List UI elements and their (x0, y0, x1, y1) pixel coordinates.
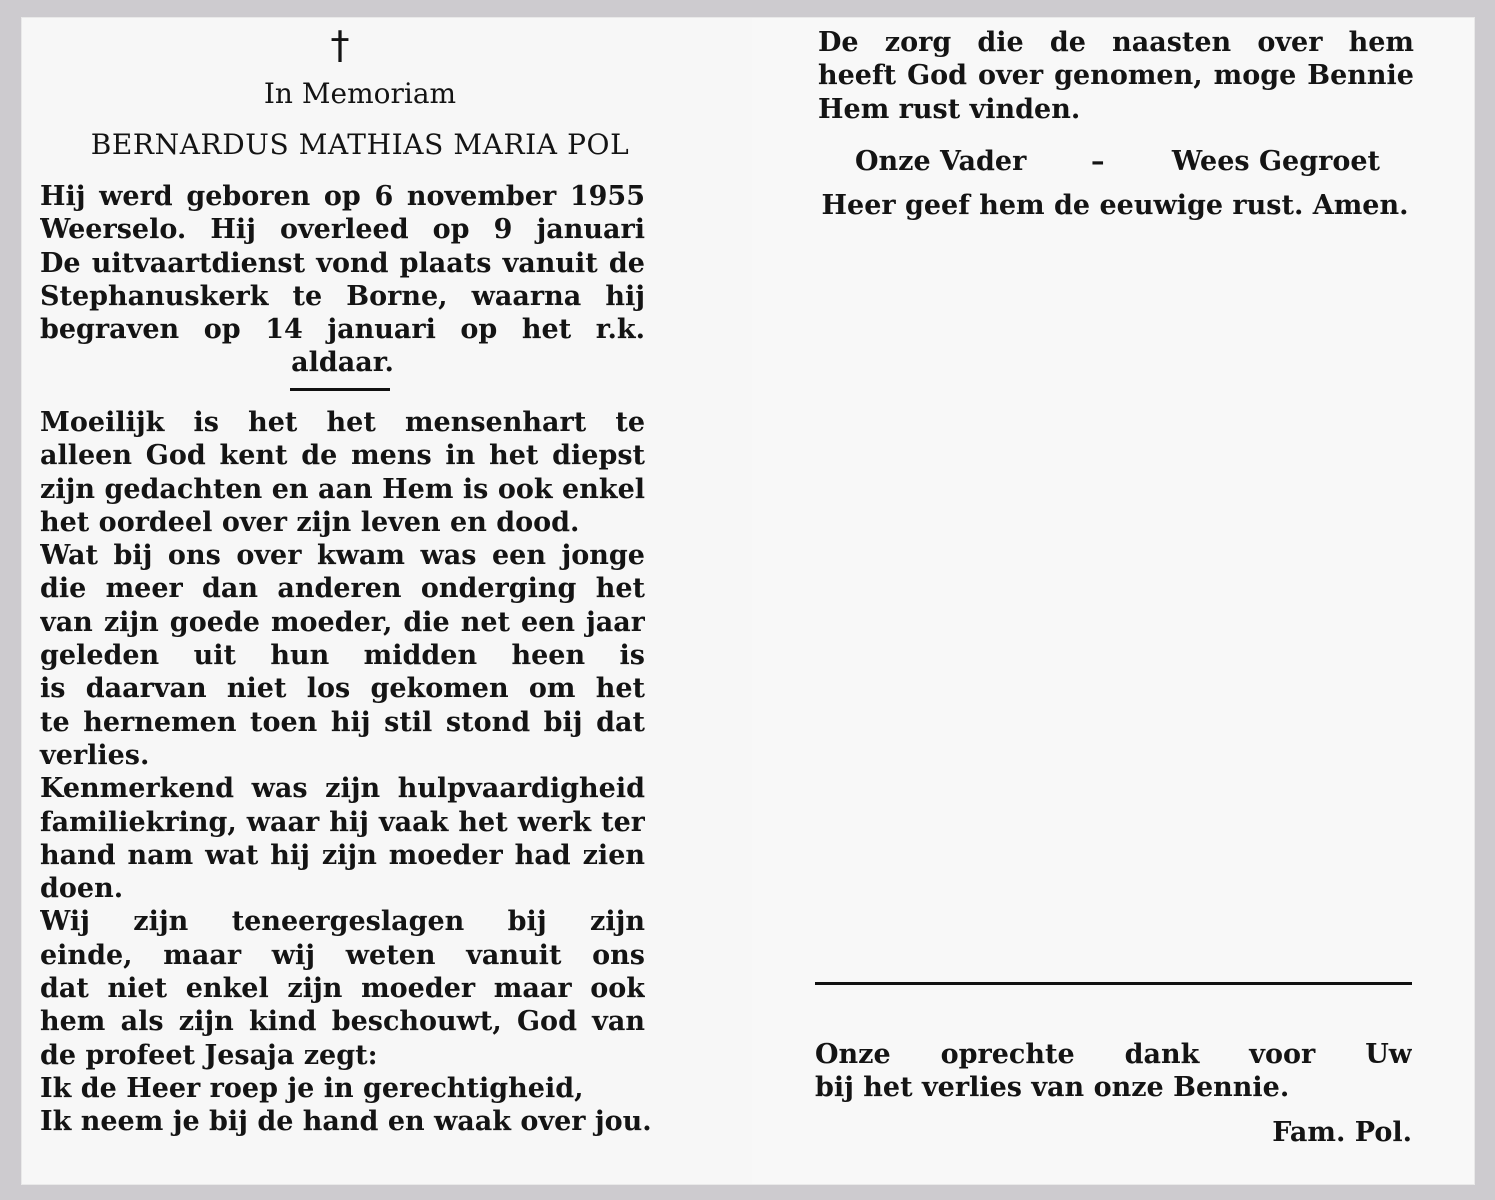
thanks-paragraph (815, 1038, 1412, 1105)
intro-line: Hem rust vinden. (818, 93, 1081, 125)
section-divider (815, 982, 1412, 985)
text-line: die meer dan anderen onderging het (40, 573, 645, 605)
intro-line: De zorg die de naasten over hem (818, 27, 1414, 58)
bio-line: aldaar. (291, 347, 394, 379)
text-line: Moeilijk is het het mensenhart te (40, 407, 645, 438)
text-line: hand nam wat hij zijn moeder had zien (40, 839, 645, 871)
deceased-name: BERNARDUS MATHIAS MARIA POL (90, 128, 630, 161)
text-line: te hernemen toen hij stil stond bij dat (40, 706, 645, 738)
text-line: zijn gedachten en aan Hem is ook enkel (40, 473, 645, 505)
cross-icon: † (330, 23, 350, 67)
bio-line: Weerselo. Hij overleed op 9 januari (40, 214, 645, 246)
text-line: dat niet enkel zijn moeder maar ook (40, 973, 645, 1005)
bio-line: Hij werd geboren op 6 november 1955 (40, 181, 645, 212)
bio-line: begraven op 14 januari op het r.k. (40, 314, 645, 346)
text-line: hem als zijn kind beschouwt, God van (40, 1006, 645, 1038)
bio-line: De uitvaartdienst vond plaats vanuit de (40, 247, 645, 279)
text-line: Ik de Heer roep je in gerechtigheid, (40, 1072, 584, 1104)
text-line: familiekring, waar hij vaak het werk ter (40, 806, 645, 838)
bio-line: Stephanuskerk te Borne, waarna hij (40, 280, 645, 312)
text-line: van zijn goede moeder, die net een jaar (40, 606, 645, 638)
prayer-onze-vader: Onze Vader (855, 146, 1027, 177)
text-line: Ik neem je bij de hand en waak over jou. (40, 1106, 652, 1138)
prayers-row (855, 144, 1380, 180)
reflection-text (40, 406, 652, 1139)
text-line: verlies. (40, 739, 150, 771)
intro-paragraph (818, 26, 1414, 126)
text-line: doen. (40, 873, 124, 905)
in-memoriam-heading: In Memoriam (263, 77, 457, 110)
text-line: het oordeel over zijn leven en dood. (40, 506, 580, 538)
intro-line: heeft God over genomen, moge Bennie (818, 60, 1414, 92)
eternal-rest-line: Heer geef hem de eeuwige rust. Amen. (821, 190, 1409, 221)
text-line: de profeet Jesaja zegt: (40, 1039, 378, 1071)
text-line: alleen God kent de mens in het diepst (40, 440, 645, 472)
section-divider (290, 388, 390, 391)
thanks-line: Onze oprechte dank voor Uw (815, 1039, 1412, 1070)
text-line: Wat bij ons over kwam was een jonge (40, 540, 645, 572)
prayer-separator: – (1091, 146, 1105, 177)
text-line: einde, maar wij weten vanuit ons (40, 939, 645, 971)
prayer-wees-gegroet: Wees Gegroet (1171, 146, 1380, 177)
biography-paragraph (40, 180, 645, 380)
family-signature: Fam. Pol. (1272, 1117, 1412, 1148)
text-line: Kenmerkend was zijn hulpvaardigheid (40, 773, 645, 805)
text-line: Wij zijn teneergeslagen bij zijn (40, 906, 645, 938)
thanks-line: bij het verlies van onze Bennie. (815, 1072, 1290, 1104)
text-line: geleden uit hun midden heen is (40, 640, 645, 672)
text-line: is daarvan niet los gekomen om het (40, 673, 645, 705)
